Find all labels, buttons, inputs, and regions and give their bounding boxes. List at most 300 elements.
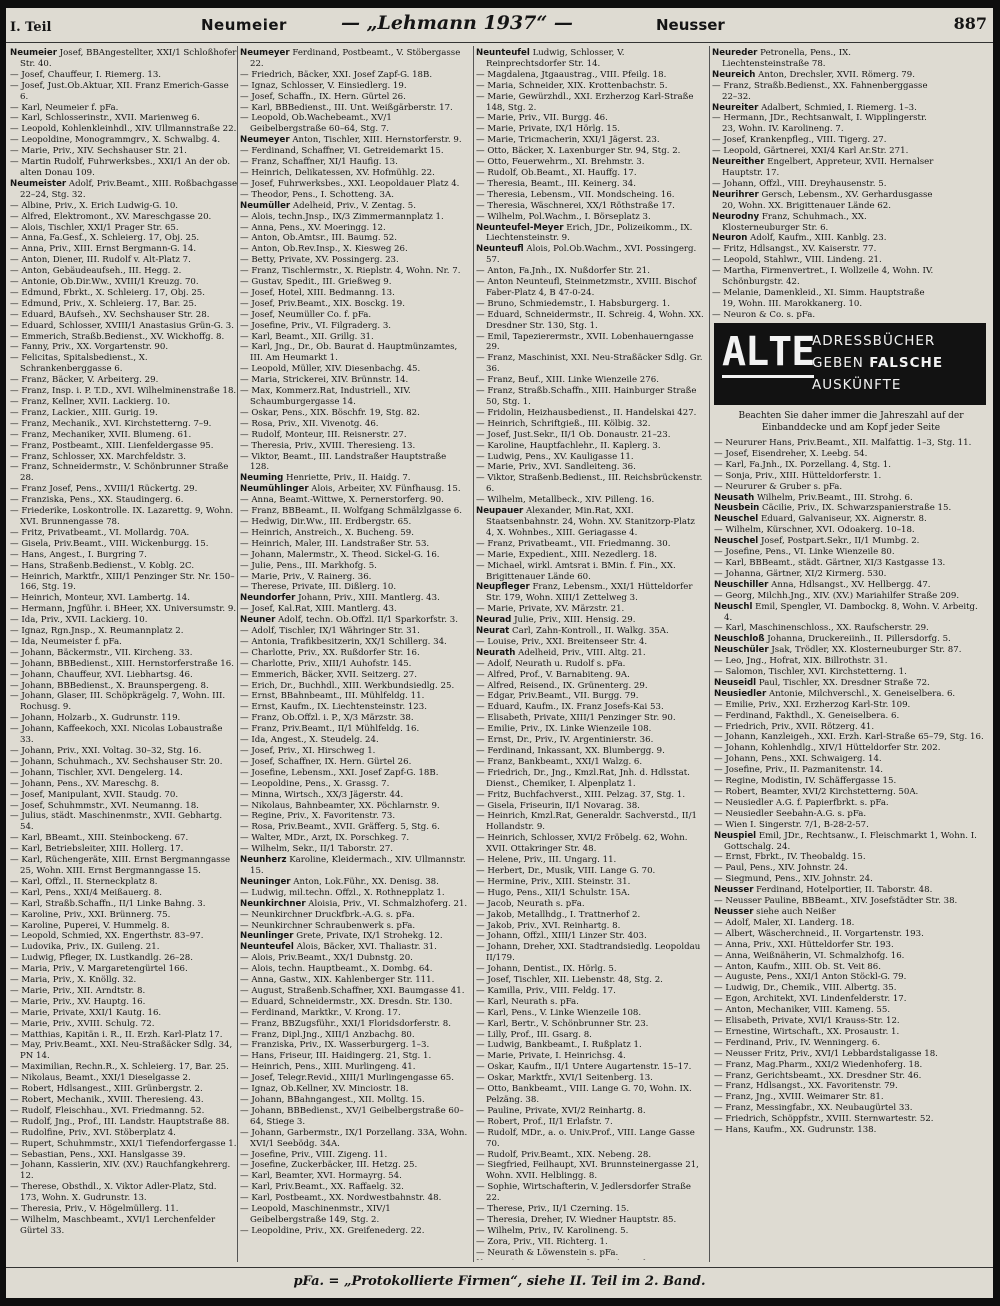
directory-entry <box>714 1125 988 1136</box>
directory-entry <box>240 113 468 135</box>
directory-entry <box>240 844 468 855</box>
entry-text: — Edmund, Fbrkt., X. Schleierg. 17, Obj. 25. <box>10 287 206 298</box>
entry-text: — Herbert, Dr., Musik, VIII. Lange G. 70. <box>476 865 656 876</box>
entry-text: — Josef, Neumüller Co. f. pFa. <box>240 309 372 320</box>
directory-entry <box>10 550 238 561</box>
entry-text: — Josef, Krankenpfleg., VIII. Tigerg. 27. <box>712 135 887 146</box>
entry-text: — Eduard, Kaufm., IX. Franz Josefs-Kai 53. <box>476 702 664 713</box>
directory-entry <box>240 299 468 310</box>
directory-entry <box>476 811 704 833</box>
entry-text: — Josef, Schuhmmstr., XVI. Neumanng. 18. <box>10 800 199 811</box>
entry-text: — Franz Josef, Pens., XVIII/1 Rückertg. 29. <box>10 484 198 495</box>
entry-text: — Siegmund, Pens., XIV. Johnstr. 24. <box>714 874 873 885</box>
directory-entry <box>240 1084 468 1095</box>
column-divider <box>473 46 474 1262</box>
directory-entry <box>240 986 468 997</box>
directory-entry <box>714 994 988 1005</box>
entry-text: — Marie, Private, XXI/1 Kautg. 16. <box>10 1007 162 1018</box>
entry-text: — Karl, BBBeamt., städt. Gärtner, XI/3 Kastgasse 13. <box>714 557 946 568</box>
directory-entry <box>10 462 238 484</box>
directory-entry <box>10 419 238 430</box>
directory-entry <box>712 266 940 288</box>
directory-entry <box>240 70 468 81</box>
entry-text: — Josef, Schaffner, IX. Hern. Gürtel 26. <box>240 756 412 767</box>
directory-entry <box>240 495 468 506</box>
entry-text: — Franz, Insp. i. P. T.D., XVI. Wilhelminenstraße 18. <box>10 386 237 397</box>
directory-entry <box>714 471 988 482</box>
entry-text: — Hermann, JDr., Rechtsanwalt, I. Wipplingerstr. 23, Wohn. IV. Karolineng. 7. <box>712 113 927 135</box>
entry-text: — Marie, Priv., XII. Arndtstr. 8. <box>10 985 146 996</box>
directory-entry <box>10 1182 238 1204</box>
directory-entry <box>10 801 238 812</box>
entry-surname: Neuschiller <box>714 579 769 590</box>
directory-entry <box>10 397 238 408</box>
entry-text: Emil, Spengler, VI. Dambockg. 8, Wohn. V. Arbeitg. 4. <box>724 601 978 623</box>
directory-entry <box>10 212 238 223</box>
directory-entry <box>714 1016 988 1027</box>
entry-text: — August, Straßenb.Schaffner, XXI. Baumgasse 41. <box>240 985 465 996</box>
directory-entry <box>714 514 988 525</box>
entry-text: — Karl, Pens., V. Linke Wienzeile 108. <box>476 1007 642 1018</box>
entry-text: — Neusiedler Seebahn-A.G. s. pFa. <box>714 808 867 819</box>
entry-text: — Emmerich, Bäcker, XVII. Seitzerg. 27. <box>240 669 417 680</box>
entry-text: — Franz, Schaffner, XI/1 Haufig. 13. <box>240 157 398 168</box>
directory-entry <box>10 626 238 637</box>
directory-entry <box>240 1182 468 1193</box>
entry-text: — Leopold, Kohlenkleinhdl., XIV. Ullmannstraße 22. <box>10 124 237 135</box>
directory-entry <box>10 910 238 921</box>
directory-entry <box>240 1193 468 1204</box>
directory-entry <box>10 724 238 746</box>
entry-text: — Neunkirchner Schraubenwerk s. pFa. <box>240 920 416 931</box>
directory-entry <box>476 735 704 746</box>
directory-entry <box>476 702 704 713</box>
directory-entry <box>476 768 704 790</box>
directory-entry <box>10 124 238 135</box>
directory-entry <box>714 1005 988 1016</box>
directory-entry <box>10 931 238 942</box>
directory-entry <box>240 321 468 332</box>
directory-entry <box>476 1204 704 1215</box>
directory-entry <box>714 722 988 733</box>
entry-surname: Neunteufel <box>240 942 294 953</box>
entry-surname <box>476 1259 525 1260</box>
entry-text: — Josefine, Priv., VIII. Zigeng. 11. <box>240 1149 388 1160</box>
entry-text: Franz, Lebensm., XXI/1 Hütteldorfer Str. 179, Wohn. XIII/1 Zettelweg 3. <box>486 582 693 604</box>
directory-entry <box>240 953 468 964</box>
entry-text: — Franz, Schlosser, XX. Marchfeldstr. 3. <box>10 451 187 462</box>
entry-text: — Albine, Priv., X. Erich Ludwig-G. 10. <box>10 200 179 211</box>
directory-entry <box>240 342 468 364</box>
entry-text: — Adolf, Neurath u. Rudolf s. pFa. <box>476 658 626 669</box>
entry-text: — Emmerich, Straßb.Bedienst., XV. Wickhoffg. 8. <box>10 331 225 342</box>
entry-text: — Oskar, Marktfr., XVI/1 Seitenberg. 13. <box>476 1073 653 1084</box>
entry-text: — Ida, Angest., X. Steudelg. 24. <box>240 735 379 746</box>
entry-text: — Karoline, Priv., XXI. Brünnerg. 75. <box>10 909 171 920</box>
directory-entry <box>10 201 238 212</box>
entry-text: — Eduard, Schneidermstr., II. Schreig. 4, Wohn. XX. Dresdner Str. 130, Stg. 1. <box>476 309 704 331</box>
directory-entry <box>476 1259 704 1260</box>
directory-entry <box>476 168 704 179</box>
entry-text: — Anna, Beamt.-Wittwe, X. Pernerstorferg. 90. <box>240 495 444 506</box>
entry-text: — Johann, Dentist., IX. Hörlg. 5. <box>476 964 617 975</box>
directory-entry <box>240 1106 468 1128</box>
entry-text: — Johann, Schuhmach., XV. Sechshauser Str. 20. <box>10 756 223 767</box>
directory-entry <box>476 964 704 975</box>
directory-entry <box>10 899 238 910</box>
entry-text: — Therese, Obsthdl., X. Viktor Adler-Platz, Std. 173, Wohn. X. Gudrunstr. 13. <box>10 1182 217 1204</box>
entry-text: — Josefine, Priv., II. Pazmanitenstr. 14. <box>714 765 884 776</box>
entry-text: — Anna, Priv., XXI. Hütteldorfer Str. 193. <box>714 939 894 950</box>
entry-surname: Neurodny <box>712 211 760 222</box>
entry-text: — Sophie, Wirtschafterin, V. Jedlersdorfer Straße 22. <box>476 1182 692 1204</box>
entry-text: — Marie, Gewürzhdl., XXI. Erzherzog Karl-Straße 148, Stg. 2. <box>476 91 694 113</box>
entry-text: — Salomon, Tischler, XVI. Kirchstetterng. 1. <box>714 667 907 678</box>
directory-entry <box>476 92 704 114</box>
directory-entry <box>10 81 238 103</box>
directory-entry <box>240 691 468 702</box>
directory-entry <box>714 972 988 983</box>
directory-entry <box>476 801 704 812</box>
entry-text: Adelheid, Priv., VIII. Altg. 21. <box>518 647 646 658</box>
entry-text: — Alfred, Elektromont., XV. Mareschgasse 20. <box>10 211 212 222</box>
directory-entry <box>714 863 988 874</box>
directory-entry <box>10 877 238 888</box>
entry-text: — Hedwig, Dir.Ww., III. Erdbergstr. 65. <box>240 516 412 527</box>
entry-text: — Paul, Pens., XIV. Johnstr. 24. <box>714 863 848 874</box>
entry-text: Alexander, Min.Rat, XXI. Staatsenbahnstr. 24, Wohn. XV. Stanitzorp-Platz 4, X. Wohnbes., XIII. Geriagasse 4. <box>486 506 695 538</box>
entry-text: — Leopold, Stahlwr., VIII. Lindeng. 21. <box>712 255 882 266</box>
directory-entry <box>240 332 468 343</box>
entry-surname: Neuschel <box>714 514 759 525</box>
entry-text: — Theodor, Pens., I. Schotteng. 3A. <box>240 189 394 200</box>
entry-text: — Ludwig, mil.techn. Offzl., X. Rothnepplatz 1. <box>240 887 445 898</box>
directory-entry <box>712 190 940 212</box>
directory-entry <box>10 1128 238 1139</box>
directory-entry <box>240 779 468 790</box>
entry-text: — Antonie, Ob.Dir.Ww., XVIII/1 Kreuzg. 70. <box>10 277 199 288</box>
entry-text: — Marie, Expedient., XIII. Nezedlerg. 18. <box>476 549 657 560</box>
directory-entry <box>476 1160 704 1182</box>
entry-text: — Neururer Hans, Priv.Beamt., XII. Malfattig. 1–3, Stg. 11. <box>714 438 972 448</box>
directory-entry <box>476 1051 704 1062</box>
entry-text: — Karoline, Hauptfachlehr., II. Kaplerg. 3. <box>476 440 661 451</box>
directory-entry <box>10 811 238 833</box>
entry-text: — Betty, Private, XV. Possingerg. 23. <box>240 255 399 266</box>
directory-entry <box>240 822 468 833</box>
directory-entry <box>240 441 468 452</box>
directory-entry <box>714 874 988 885</box>
directory-entry <box>240 910 468 921</box>
entry-text: — Maria, Schneider, XIX. Krottenbachstr. 5. <box>476 80 668 91</box>
entry-text: — Auguste, Pens., XXI/1 Anton Stöckl-G. 79. <box>714 972 907 983</box>
entry-text: — Johann, Chauffeur, XVI. Liebhartsg. 46. <box>10 669 193 680</box>
entry-text: — Charlotte, Priv., XX. Rußdorfer Str. 16. <box>240 647 420 658</box>
entry-text: — Rosa, Priv.Beamt., XVII. Gräfferg. 5, Stg. 6. <box>240 822 440 833</box>
directory-entry <box>240 190 468 201</box>
entry-text: — Bruno, Schmiedemstr., I. Habsburgerg. 1. <box>476 298 671 309</box>
entry-text: — Anton Neunteufl, Steinmetzmstr., XVIII. Bischof Faber-Platz 4, B 47-0-24. <box>476 277 697 298</box>
entry-surname: Neusath <box>714 492 755 503</box>
directory-entry <box>240 735 468 746</box>
entry-text: — Neururer & Gruber s. pFa. <box>714 481 843 492</box>
entry-text: Erich, JDr., Polizeikomm., IX. Liechtensteinstr. 9. <box>486 222 693 244</box>
entry-text: — Friedrich, Schöppfstr., XVIII. Sternwartestr. 52. <box>714 1114 934 1125</box>
directory-entry <box>714 907 988 918</box>
directory-entry <box>10 223 238 234</box>
entry-text: — Anna, Fa.Gesf., X. Schleierg. 17, Obj. 25. <box>10 233 200 244</box>
directory-entry <box>714 711 988 722</box>
entry-text: — Emilie, Priv., IX. Linke Wienzeile 108. <box>476 724 652 735</box>
directory-entry <box>476 921 704 932</box>
entry-text: — Franz, Ob.Offzl. i. P., X/3 Märzstr. 38. <box>240 713 414 724</box>
directory-entry <box>10 135 238 146</box>
directory-entry <box>476 648 704 659</box>
entry-text: — Johann, BBBedienst., XV/1 Geibelbergstraße 60–64, Stiege 3. <box>240 1105 464 1127</box>
directory-entry <box>712 135 940 146</box>
entry-text: — Johann, Glaser, III. Schöpkrägelg. 7, Wohn. III. Rochusg. 9. <box>10 691 226 713</box>
entry-text: — Karl, Schlosserinstr., XVII. Marienweg 6. <box>10 113 200 124</box>
directory-entry <box>240 310 468 321</box>
directory-entry <box>476 1062 704 1073</box>
directory-entry <box>10 953 238 964</box>
entry-text: — Melanie, Damenkleid., XI. Simm. Hauptstraße 19, Wohn. III. Marokkanerg. 10. <box>712 287 925 309</box>
directory-entry <box>240 1062 468 1073</box>
directory-entry <box>10 1008 238 1019</box>
entry-text: — May, Priv.Beamt., XXI. Neu-Straßäcker Sdlg. 34, PN 14. <box>10 1040 233 1062</box>
directory-entry <box>714 732 988 743</box>
entry-text: — Karl, BBeamt., XIII. Steinbockeng. 67. <box>10 833 189 844</box>
directory-entry <box>712 212 940 234</box>
directory-entry <box>714 525 988 536</box>
entry-text: Henriette, Priv., II. Haidg. 7. <box>286 473 411 484</box>
directory-entry <box>476 48 704 70</box>
directory-entry <box>714 896 988 907</box>
entry-text: — Franz, Postbeamt., XIII. Lienfeldergasse 95. <box>10 440 214 451</box>
directory-entry <box>240 277 468 288</box>
directory-entry <box>240 670 468 681</box>
entry-text: — Anton, Fa.Jnh., IX. Nußdorfer Str. 21. <box>476 266 650 277</box>
entry-text: — Josef, Telegr.Revid., XIII/1 Murlingengasse 65. <box>240 1073 454 1084</box>
entry-text: — Siegfried, Feilhaupt, XVI. Brunnsteinergasse 21, Wohn. XVII. Helblingg. 8. <box>476 1160 699 1182</box>
entry-text: Anton, Drechsler, XVII. Römerg. 79. <box>758 69 915 80</box>
directory-entry <box>714 776 988 787</box>
entry-text: Adolf, Priv.Beamt., XIII. Roßbachgasse 22–24, Stg. 32. <box>20 178 238 200</box>
directory-entry <box>10 790 238 801</box>
entry-text: — Heinrich, Delikatessen, XV. Hofmühlg. 22. <box>240 167 435 178</box>
entry-text: — Maria, Priv., V. Margaretengürtel 166. <box>10 964 188 975</box>
entry-text: — Friederike, Loskontrolle. IX. Lazarettg. 9, Wohn. XVI. Brunnengasse 78. <box>10 506 234 527</box>
entry-text: — Martha, Firmenvertret., I. Wollzeile 4, Wohn. IV. Schönburgstr. 42. <box>712 266 934 288</box>
entry-surname: Neurat <box>476 626 510 637</box>
entry-text: — Marie, Priv., XVIII. Schulg. 72. <box>10 1018 155 1029</box>
entry-text: — Heinrich, Anstreich., X. Bucheng. 59. <box>240 527 414 538</box>
entry-text: — Charlotte, Priv., XIII/1 Auhofstr. 145. <box>240 658 412 669</box>
directory-entry <box>10 1073 238 1084</box>
entry-text: — Marie, Priv., V. Rainerg. 36. <box>240 571 372 582</box>
entry-surname: Neurath <box>476 647 516 658</box>
entry-text: — Anna, Pens., XV. Moeringg. 12. <box>240 222 386 233</box>
entry-text: — Ida, Neumeister f. pFa. <box>10 636 122 647</box>
directory-entry <box>10 659 238 670</box>
directory-entry <box>10 561 238 572</box>
directory-entry <box>10 452 238 463</box>
advertisement-line-3: AUSKÜNFTE <box>812 377 902 393</box>
entry-text: Anna, Hdlsangst., XV. Hellbergg. 47. <box>771 579 931 590</box>
directory-entry <box>476 833 704 855</box>
directory-entry <box>476 539 704 550</box>
directory-entry <box>714 460 988 471</box>
entry-text: Ferdinand, Postbeamt., V. Stöbergasse 22. <box>250 48 461 69</box>
entry-text: — Ferdinand, Fakthdl., X. Geneiselbera. 6. <box>714 710 900 721</box>
directory-entry <box>714 754 988 765</box>
page-footer: pFa. = „Protokollierte Firmen“, siehe II. Teil im 2. Band. <box>6 1267 993 1298</box>
directory-entry <box>476 506 704 539</box>
directory-entry <box>712 113 940 135</box>
entry-text: — Leopold, Ob.Wachebeamt., XV/1 Geibelbergstraße 60–64, Stg. 7. <box>240 113 392 135</box>
directory-entry <box>10 779 238 790</box>
entry-text: — Hermann, Jngführ. i. BHeer, XX. Universumstr. 9. <box>10 604 237 615</box>
directory-entry <box>476 332 704 354</box>
entry-text: Anton, Lok.Führ., XX. Denisg. 38. <box>293 876 439 887</box>
directory-entry <box>476 375 704 386</box>
directory-entry <box>240 975 468 986</box>
entry-text: — Eduard, BAufseh., XV. Sechshauser Str. 28. <box>10 309 210 320</box>
directory-entry <box>476 452 704 463</box>
entry-surname: Neuschüler <box>714 645 769 656</box>
directory-entry <box>10 375 238 386</box>
directory-entry <box>240 964 468 975</box>
directory-entry <box>476 430 704 441</box>
directory-entry <box>476 81 704 92</box>
directory-entry <box>714 983 988 994</box>
directory-entry <box>10 997 238 1008</box>
entry-text: — Kamilla, Priv., VIII. Feldg. 17. <box>476 985 616 996</box>
entry-text: — Therese, Priv., II/1 Czerning. 15. <box>476 1204 630 1215</box>
entry-text: — Julius, städt. Maschinenmstr., XVII. Gebhartg. 54. <box>10 811 223 833</box>
advertisement-note: Beachten Sie daher immer die Jahreszahl auf der Einbanddecke und am Kopf jeder Seite <box>738 411 964 433</box>
entry-text: — Rudolfine, Priv., XVI. Stöberplatz 4. <box>10 1127 176 1138</box>
entry-text: — Jakob, Priv., XVI. Reinhartg. 8. <box>476 920 621 931</box>
entry-text: — Johann, Holzarb., X. Gudrunstr. 119. <box>10 713 181 724</box>
entry-text: Adolf, techn. Ob.Offzl. II/1 Sparkorfstr. 3. <box>278 615 458 626</box>
entry-text: — Marie, Priv., VII. Burgg. 46. <box>476 113 608 124</box>
entry-text: — Anna, Weißnäherin, VI. Schmalzhofg. 16. <box>714 950 905 961</box>
directory-entry <box>240 1160 468 1171</box>
directory-entry <box>240 582 468 593</box>
entry-text: Gersch, Lebensm., XV. Gerhardusgasse 20, Wohn. XX. Brigittenauer Lände 62. <box>722 189 933 211</box>
page-header <box>6 8 993 43</box>
entry-text: — Franz, BBBeamt., II. Wolfgang Schmälzlgasse 6. <box>240 506 462 517</box>
directory-entry <box>240 386 468 408</box>
directory-entry <box>714 809 988 820</box>
directory-entry <box>10 615 238 626</box>
entry-text: — Franziska, Priv., IX. Wasserburgerg. 1–3. <box>240 1040 430 1051</box>
directory-entry <box>240 517 468 528</box>
directory-entry <box>10 1084 238 1095</box>
directory-entry <box>10 244 238 255</box>
directory-entry <box>476 997 704 1008</box>
entry-text: — Anton, Mechaniker, VIII. Kameng. 55. <box>714 1005 891 1016</box>
directory-entry <box>10 48 238 70</box>
directory-entry <box>240 223 468 234</box>
entry-text: — Anna, Priv., XIII. Ernst Bergmann-G. 14. <box>10 244 197 255</box>
directory-entry <box>240 724 468 735</box>
entry-text: Adolf, Kaufm., XIII. Kanblg. 23. <box>750 233 887 244</box>
entry-text: — Adolf, Maler, XI. Landerg. 18. <box>714 917 855 928</box>
directory-entry <box>10 1160 238 1182</box>
entry-text: — Viktor, Beamt., III. Landstraßer Hauptstraße 128. <box>240 451 447 473</box>
directory-column-4-top <box>712 48 940 320</box>
directory-entry <box>476 277 704 299</box>
directory-entry <box>476 190 704 201</box>
directory-entry <box>10 179 238 201</box>
directory-entry <box>240 833 468 844</box>
entry-text: — Josef, Hotel, XIII. Bedmanng. 13. <box>240 287 395 298</box>
directory-entry <box>476 550 704 561</box>
entry-text: — Josef, Manipulant, XVII. Staudg. 70. <box>10 789 179 800</box>
entry-text: Karoline, Kleidermach., XIV. Ullmannstr. 15. <box>250 855 466 876</box>
entry-text: — Wien I. Singerstr. 7/1, B-28-2-57. <box>714 819 869 830</box>
entry-text: — Otto, Bankbeamt., VIII. Lange G. 70, Wohn. IX. Pelzäng. 38. <box>476 1084 692 1105</box>
page-number: 887 <box>953 14 987 33</box>
directory-entry <box>476 1019 704 1030</box>
entry-text: — Wilhelm, Kürschner, XVI. Odoakerg. 10–18. <box>714 525 915 536</box>
directory-entry <box>10 539 238 550</box>
directory-entry <box>476 462 704 473</box>
entry-text: — Franz, Messingfabr., XX. Neubaugürtel 33. <box>714 1103 913 1114</box>
entry-text: Julie, Priv., XIII. Hensig. 29. <box>514 615 636 626</box>
directory-entry <box>10 637 238 648</box>
directory-entry <box>10 157 238 179</box>
directory-entry <box>712 310 940 320</box>
directory-entry <box>476 157 704 168</box>
entry-surname: Neuschloß <box>714 634 765 645</box>
entry-text: — Walter, MDr., Arzt, IX. Porschkeg. 7. <box>240 833 410 844</box>
directory-entry <box>712 244 940 255</box>
entry-text: — Friedrich, Priv., XVII. Rötzerg. 41. <box>714 721 875 732</box>
directory-entry <box>714 602 988 624</box>
entry-text: — Jakob, Metallhdg., I. Trattnerhof 2. <box>476 909 641 920</box>
entry-text: — Felicitas, Spitalsbedienst., X. Schrankenberggasse 6. <box>10 353 148 375</box>
entry-surname: Neumeyer <box>240 48 290 58</box>
entry-text: — Johann, Pens., XV. Mareschg. 8. <box>10 778 160 789</box>
entry-text: — Lilly, Prof., III. Gsarg. 8. <box>476 1029 592 1040</box>
directory-entry <box>714 951 988 962</box>
entry-text: — Wilhelm, Sekr., II/1 Taborstr. 27. <box>240 844 394 855</box>
entry-surname: Neunkirchner <box>240 898 306 909</box>
directory-entry <box>240 888 468 899</box>
entry-text: Engelbert, Appreteur, XVII. Hernalser Hauptstr. 17. <box>722 157 934 178</box>
directory-entry <box>10 593 238 604</box>
entry-text: — Rudolf, Ob.Beamt., XI. Hauffg. 17. <box>476 167 637 178</box>
entry-text: — Karl, Maschinenschloss., XX. Raufscherstr. 29. <box>714 623 929 634</box>
directory-entry <box>476 888 704 899</box>
entry-text: — Josefine, Lebensm., XXI. Josef Zapf-G. 18B. <box>240 767 439 778</box>
directory-entry <box>10 713 238 724</box>
entry-text: — Karl, Priv.Beamt., XX. Raffaelg. 32. <box>240 1182 404 1193</box>
directory-entry <box>476 942 704 964</box>
directory-entry <box>714 1081 988 1092</box>
entry-text: — Anton, Gebäudeaufseh., III. Hegg. 2. <box>10 266 182 277</box>
directory-entry <box>476 386 704 408</box>
directory-entry <box>10 408 238 419</box>
entry-text: — Robert, Mechanik., XVIII. Theresieng. 43. <box>10 1095 204 1105</box>
entry-surname: Neusser <box>714 906 754 917</box>
directory-entry <box>476 179 704 190</box>
entry-text: — Josefine, Priv., VI. Filgraderg. 3. <box>240 320 392 331</box>
directory-column-2 <box>240 48 468 1260</box>
